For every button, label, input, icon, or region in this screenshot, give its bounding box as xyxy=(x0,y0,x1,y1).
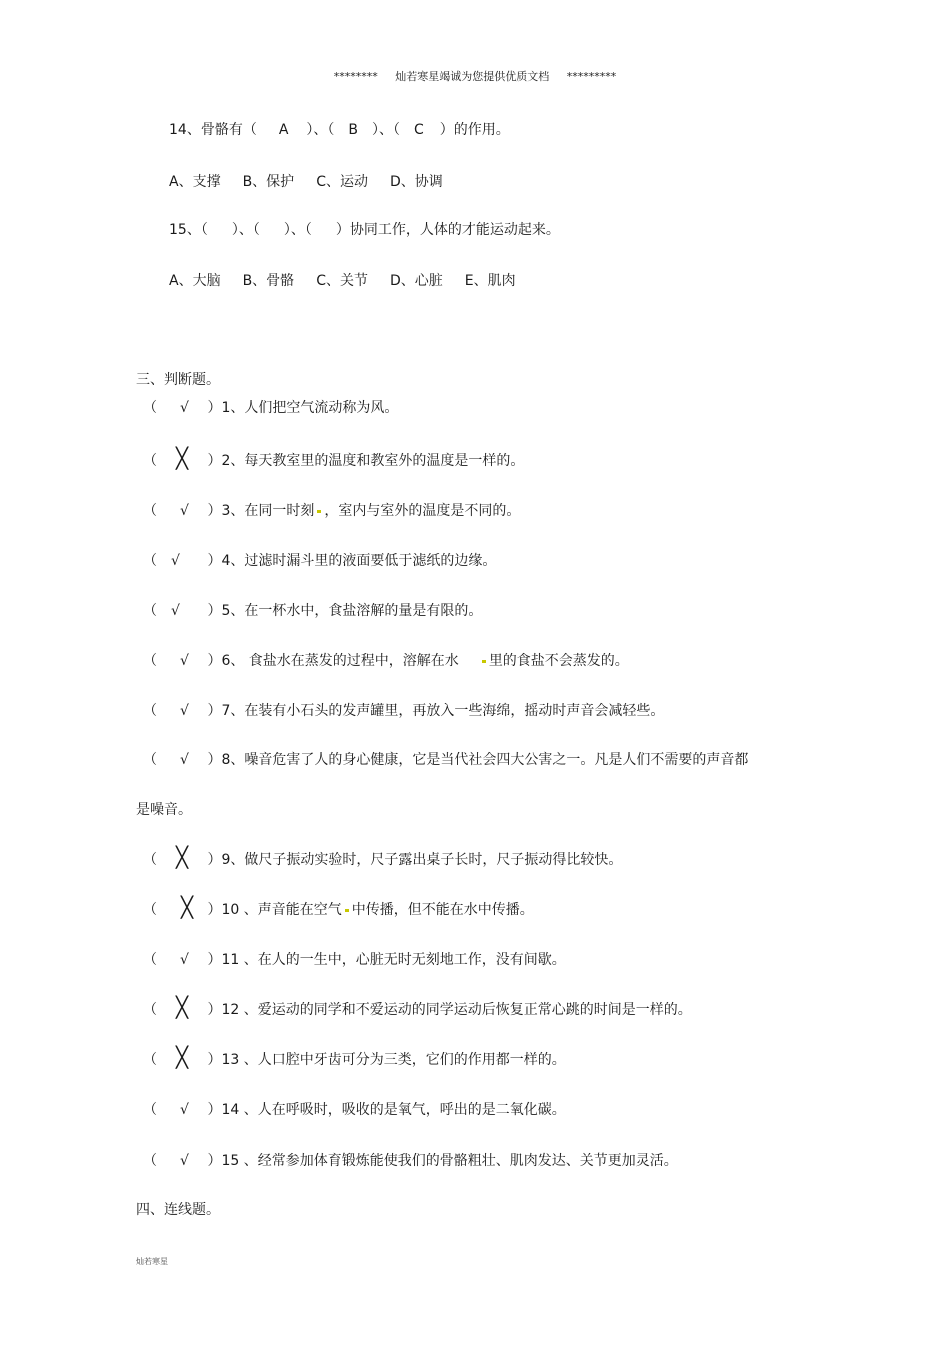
check-mark-icon: √ xyxy=(180,400,189,416)
open-paren: （ xyxy=(143,553,157,569)
judge-text: ）2、每天教室里的温度和教室外的温度是一样的。 xyxy=(207,453,525,469)
open-paren: （ xyxy=(143,1002,157,1018)
judge-text: ）11 、在人的一生中，心脏无时无刻地工作，没有间歇。 xyxy=(207,952,566,968)
check-mark-icon: √ xyxy=(171,553,180,569)
section-matching-title: 四、连线题。 xyxy=(136,1202,220,1218)
q14-option-c: C、运动 xyxy=(316,174,368,190)
judge-item-8-continuation: 是噪音。 xyxy=(136,802,192,818)
open-paren: （ xyxy=(143,1052,157,1068)
check-mark-icon: √ xyxy=(180,653,189,669)
judge-text: ）12 、爱运动的同学和不爱运动的同学运动后恢复正常心跳的时间是一样的。 xyxy=(207,1002,692,1018)
judge-item-14 xyxy=(143,1100,566,1120)
q15-sep-2: ）、（ xyxy=(283,222,312,238)
judge-item-9 xyxy=(143,845,623,870)
judge-text: ）15 、经常参加体育锻炼能使我们的骨骼粗壮、肌肉发达、关节更加灵活。 xyxy=(207,1153,678,1169)
open-paren: （ xyxy=(143,952,157,968)
judge-text-a: ）3、在同一时刻 xyxy=(207,503,315,519)
q14-sep-2: ）、（ xyxy=(372,122,401,138)
q15-option-a: A、大脑 xyxy=(169,273,221,289)
cross-mark-icon: ╳ xyxy=(176,1045,189,1069)
section-judge-title: 三、判断题。 xyxy=(136,372,220,388)
judge-text: ）8、噪音危害了人的身心健康，它是当代社会四大公害之一。凡是人们不需要的声音都 xyxy=(207,752,749,768)
judge-text: ）14 、人在呼吸时，吸收的是氧气，呼出的是二氧化碳。 xyxy=(207,1102,566,1118)
judge-text-a: ）6、 食盐水在蒸发的过程中，溶解在水 xyxy=(207,653,459,669)
cross-mark-icon: ╳ xyxy=(176,845,189,869)
scan-dot xyxy=(317,510,321,513)
open-paren: （ xyxy=(143,653,157,669)
judge-item-5 xyxy=(143,601,482,621)
open-paren: （ xyxy=(143,1102,157,1118)
header-title: 灿若寒星竭诚为您提供优质文档 xyxy=(395,70,550,83)
cross-mark-icon: ╳ xyxy=(176,995,189,1019)
judge-item-15 xyxy=(143,1151,678,1171)
q14-answer-2: B xyxy=(348,122,359,138)
q14-suffix: ）的作用。 xyxy=(439,122,510,138)
open-paren: （ xyxy=(143,1153,157,1169)
judge-item-8 xyxy=(143,750,748,770)
judge-item-6 xyxy=(143,651,629,671)
judge-item-4 xyxy=(143,551,496,571)
header-stars-left: ******** xyxy=(333,70,378,83)
q14-answer-3: C xyxy=(414,122,424,138)
judge-item-10 xyxy=(143,895,534,920)
q14-answer-1: A xyxy=(278,122,289,138)
q14-option-d: D、协调 xyxy=(389,174,443,190)
q15-option-c: C、关节 xyxy=(316,273,368,289)
q15-option-d: D、心脏 xyxy=(389,273,443,289)
q15-option-b: B、骨骼 xyxy=(242,273,295,289)
check-mark-icon: √ xyxy=(180,503,189,519)
judge-item-3 xyxy=(143,501,520,521)
q15-options xyxy=(169,270,516,290)
judge-text-b: ，室内与室外的温度是不同的。 xyxy=(324,503,521,519)
q15-prefix: 15、（ xyxy=(169,222,208,238)
page-footer: 灿若寒星 xyxy=(136,1257,168,1266)
judge-item-7 xyxy=(143,701,664,721)
q14-option-b: B、保护 xyxy=(242,174,295,190)
judge-text: ）7、在装有小石头的发声罐里，再放入一些海绵，摇动时声音会减轻些。 xyxy=(207,703,665,719)
q15-sep-1: ）、（ xyxy=(231,222,260,238)
question-14 xyxy=(169,120,510,140)
open-paren: （ xyxy=(143,703,157,719)
open-paren: （ xyxy=(143,400,157,416)
open-paren: （ xyxy=(143,752,157,768)
judge-text: ）4、过滤时漏斗里的液面要低于滤纸的边缘。 xyxy=(207,553,497,569)
header-stars-right: ********* xyxy=(566,70,617,83)
judge-item-2 xyxy=(143,446,525,471)
judge-item-12 xyxy=(143,995,692,1020)
judge-text-b: 里的食盐不会蒸发的。 xyxy=(488,653,629,669)
check-mark-icon: √ xyxy=(180,752,189,768)
scan-dot xyxy=(345,909,349,912)
open-paren: （ xyxy=(143,503,157,519)
cross-mark-icon: ╳ xyxy=(176,446,189,470)
q14-sep-1: ）、（ xyxy=(306,122,335,138)
judge-text: ）5、在一杯水中，食盐溶解的量是有限的。 xyxy=(207,603,483,619)
check-mark-icon: √ xyxy=(180,703,189,719)
judge-item-11 xyxy=(143,950,566,970)
check-mark-icon: √ xyxy=(171,603,180,619)
judge-item-1 xyxy=(143,398,398,418)
open-paren: （ xyxy=(143,902,157,918)
open-paren: （ xyxy=(143,453,157,469)
open-paren: （ xyxy=(143,852,157,868)
q15-option-e: E、肌肉 xyxy=(464,273,516,289)
open-paren: （ xyxy=(143,603,157,619)
check-mark-icon: √ xyxy=(180,952,189,968)
cross-mark-icon: ╳ xyxy=(181,895,194,919)
q14-option-a: A、支撑 xyxy=(169,174,221,190)
judge-text: ）1、人们把空气流动称为风。 xyxy=(207,400,399,416)
check-mark-icon: √ xyxy=(180,1102,189,1118)
judge-text-b: 中传播，但不能在水中传播。 xyxy=(351,902,534,918)
page-header xyxy=(0,68,950,84)
check-mark-icon: √ xyxy=(180,1153,189,1169)
q14-prefix: 14、骨骼有（ xyxy=(169,122,257,138)
judge-text-a: ）10 、声音能在空气 xyxy=(207,902,342,918)
question-15 xyxy=(169,220,560,240)
q15-suffix: ）协同工作，人体的才能运动起来。 xyxy=(335,222,560,238)
scan-dot xyxy=(482,660,486,663)
judge-text: ）9、做尺子振动实验时，尺子露出桌子长时，尺子振动得比较快。 xyxy=(207,852,623,868)
q14-options xyxy=(169,171,443,191)
judge-item-13 xyxy=(143,1045,566,1070)
judge-text: ）13 、人口腔中牙齿可分为三类，它们的作用都一样的。 xyxy=(207,1052,566,1068)
